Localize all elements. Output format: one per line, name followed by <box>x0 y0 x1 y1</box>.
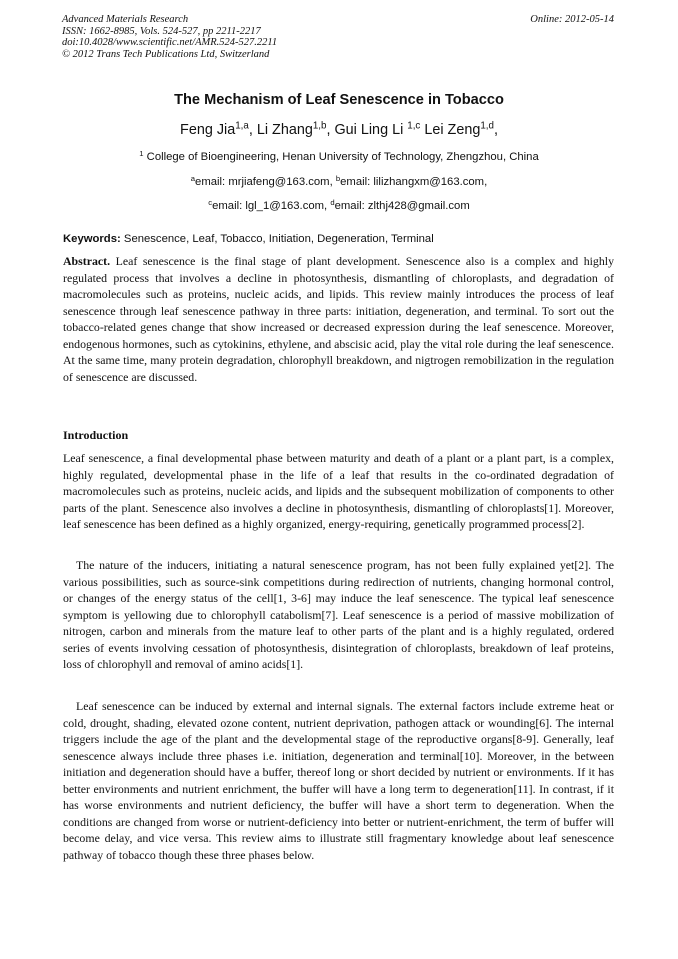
issn-line: ISSN: 1662-8985, Vols. 524-527, pp 2211-2217 <box>62 25 261 37</box>
abstract-text: Leaf senescence is the final stage of plant development. Senescence also is a complex and highly regulated process that involves a decline in photosynthesis, dismantling of chloroplasts, and degradation of macromolecules such as proteins, nucleic acids, and lipids. This review mainly introduces the process of leaf senescence through leaf senescence pathway in three parts: initiation, degeneration, and terminal. To sort out the tobacco-related genes change that show increased or decreased expression during the leaf senescence. Moreover, endogenous hormones, such as cytokinins, ethylene, and abscisic acid, play the vital role during the leaf senescence. At the same time, many protein degradation, chlorophyll breakdown, and nigtrogen remobilization in the regulation of senescence are discussed. <box>63 254 614 384</box>
author-name: Lei Zeng <box>424 122 481 138</box>
paragraph <box>63 698 614 863</box>
author-sep: , <box>248 122 257 138</box>
email-d[interactable]: email: zlthj428@gmail.com <box>334 200 470 212</box>
author-sep: , <box>326 122 335 138</box>
email-c[interactable]: email: lgl_1@163.com, <box>212 200 331 212</box>
copyright-line: © 2012 Trans Tech Publications Ltd, Switzerland <box>62 48 270 60</box>
email-line-2 <box>0 197 678 212</box>
author-name: Li Zhang <box>256 122 313 138</box>
online-date: Online: 2012-05-14 <box>530 14 614 25</box>
author-sup: 1,b <box>312 120 327 132</box>
keywords <box>63 233 615 245</box>
paragraph <box>63 450 614 533</box>
section-heading-introduction: Introduction <box>63 428 129 442</box>
paragraph-text: The nature of the inducers, initiating a natural senescence program, has not been fully explained yet[2]. The various possibilities, such as source-sink competitions during redirection of nutrients, changing hormonal control, or changes of the energy status of the cell[1, 3-6] may induce the leaf senescence. The typical leaf senescence symptom is yellowing due to chlorophyll catabolism[7]. Leaf senescence is a period of massive mobilization of nitrogen, carbon and minerals from the mature leaf to other parts of the plant and is a highly regulated, ordered series of events involving cessation of photosynthesis, disintegration of chloroplasts, breakdown of leaf proteins, loss of chlorophyll and removal of amino acids[1]. <box>63 558 614 671</box>
email-sup-b: b <box>335 173 341 183</box>
author-sup: 1,c <box>407 120 421 132</box>
keywords-label: Keywords: <box>63 233 121 245</box>
keywords-text: Senescence, Leaf, Tobacco, Initiation, Degeneration, Terminal <box>120 233 434 245</box>
email-sup-a: a <box>190 173 196 183</box>
email-b[interactable]: email: lilizhangxm@163.com, <box>340 176 488 188</box>
email-sup-c: c <box>208 197 213 207</box>
paragraph-text: Leaf senescence can be induced by external and internal signals. The external factors include extreme heat or cold, drought, shading, elevated ozone content, nutrient deprivation, pathogen attack or wounding[6]. The internal triggers include the age of the plant and the developmental stage of the reproductive organs[8-9]. Generally, leaf senescence always include three phases i.e. initiation, degeneration and terminal[10]. Moreover, in the between initiation and degeneration should have a buffer, thereof long or short decided by nutrient or environments. If it has better environments and nutrient enrichment, the buffer will have a long term to degeneration[11]. In contrast, if it has worse environments and nutrient deficiency, the buffer will have a short term to degeneration. When the conditions are changed from worse or nutrient-deficiency into better or nutrient-enrichment, the term of buffer will become delay, and vice versa. This review aims to illustrate still fragmentary knowledge about leaf senescence pathway of tobacco though these three phases below. <box>63 699 614 862</box>
affiliation-sup: 1 <box>139 148 144 158</box>
paragraph-text: Leaf senescence, a final developmental phase between maturity and death of a plant or a plant part, is a complex, highly regulated, developmental phase in the life of a leaf that results in the co-ordinated degradation of macromolecules such as proteins, nucleic acids, and lipids and the subsequent mobilization of components to other parts of the plant. Senescence also involves a decline in photosynthesis, dismantling of chloroplasts[1]. Moreover, leaf senescence has been defined as a highly organized, energy-requiring, genetically programmed process[2]. <box>63 451 614 531</box>
author-name: Gui Ling Li <box>334 122 408 138</box>
paper-title: The Mechanism of Leaf Senescence in Tobacco <box>174 92 504 108</box>
abstract-label: Abstract. <box>63 254 111 268</box>
author-sup: 1,d <box>480 120 494 132</box>
author-sup: 1,a <box>235 120 249 132</box>
email-sup-d: d <box>330 197 335 207</box>
email-line-1 <box>0 173 678 188</box>
journal-name: Advanced Materials Research <box>62 14 189 25</box>
paragraph <box>63 557 614 673</box>
affiliation <box>0 148 678 163</box>
email-a[interactable]: email: mrjiafeng@163.com, <box>195 176 336 188</box>
doi-line: doi:10.4028/www.scientific.net/AMR.524-527.2211 <box>62 37 278 49</box>
author-list <box>0 122 678 138</box>
author-sep: , <box>493 122 498 138</box>
abstract <box>63 253 614 385</box>
author-name: Feng Jia <box>180 122 236 138</box>
journal-header <box>62 14 277 60</box>
affiliation-text: College of Bioengineering, Henan University of Technology, Zhengzhou, China <box>143 151 539 163</box>
